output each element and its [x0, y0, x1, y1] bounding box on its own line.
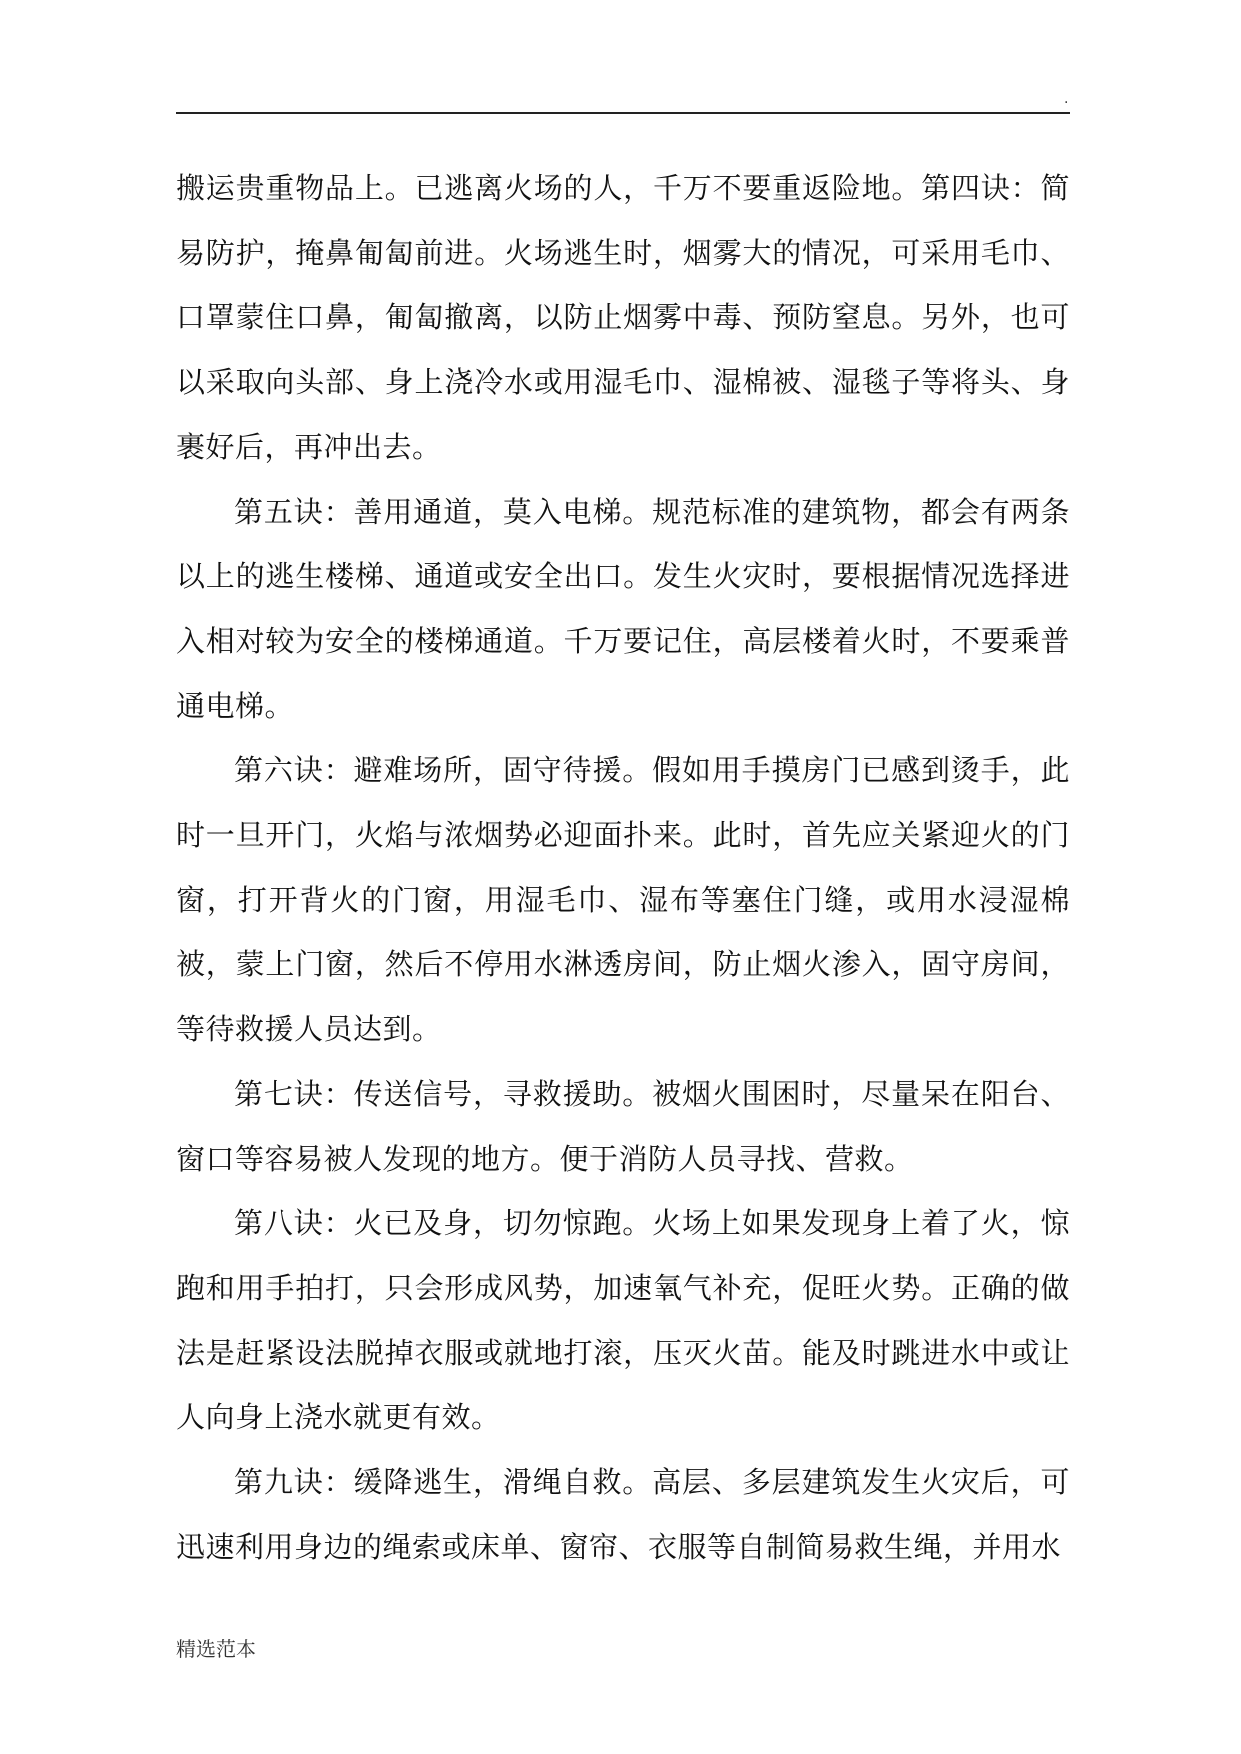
paragraph-fifth-tip: 第五诀：善用通道，莫入电梯。规范标准的建筑物，都会有两条以上的逃生楼梯、通道或安全出口。发生火灾时，要根据情况选择进入相对较为安全的楼梯通道。千万要记住，高层楼着火时，不要乘普通电梯。 — [176, 494, 1070, 723]
header-rule — [176, 112, 1070, 114]
paragraph-sixth-tip: 第六诀：避难场所，固守待援。假如用手摸房门已感到烫手，此时一旦开门，火焰与浓烟势必迎面扑来。此时，首先应关紧迎火的门窗，打开背火的门窗，用湿毛巾、湿布等塞住门缝，或用水浸湿棉被，蒙上门窗，然后不停用水淋透房间，防止烟火渗入，固守房间，等待救援人员达到。 — [176, 753, 1070, 1047]
paragraph-seventh-tip: 第七诀：传送信号，寻救援助。被烟火围困时，尽量呆在阳台、窗口等容易被人发现的地方。便于消防人员寻找、营救。 — [176, 1076, 1070, 1176]
paragraph-eighth-tip: 第八诀：火已及身，切勿惊跑。火场上如果发现身上着了火，惊跑和用手拍打，只会形成风势，加速氧气补充，促旺火势。正确的做法是赶紧设法脱掉衣服或就地打滚，压灭火苗。能及时跳进水中或让人向身上浇水就更有效。 — [176, 1206, 1070, 1435]
footer-label: 精选范本 — [176, 1637, 256, 1661]
paragraph-ninth-tip: 第九诀：缓降逃生，滑绳自救。高层、多层建筑发生火灾后，可迅速利用身边的绳索或床单、窗帘、衣服等自制简易救生绳，并用水 — [176, 1465, 1070, 1564]
header-mark: . — [1064, 91, 1069, 107]
paragraph-continued: 搬运贵重物品上。已逃离火场的人，千万不要重返险地。第四诀：简易防护，掩鼻匍匐前进。火场逃生时，烟雾大的情况，可采用毛巾、口罩蒙住口鼻，匍匐撤离，以防止烟雾中毒、预防窒息。另外，也可以采取向头部、身上浇冷水或用湿毛巾、湿棉被、湿毯子等将头、身裹好后，再冲出去。 — [176, 171, 1070, 464]
document-body — [176, 156, 1070, 1579]
